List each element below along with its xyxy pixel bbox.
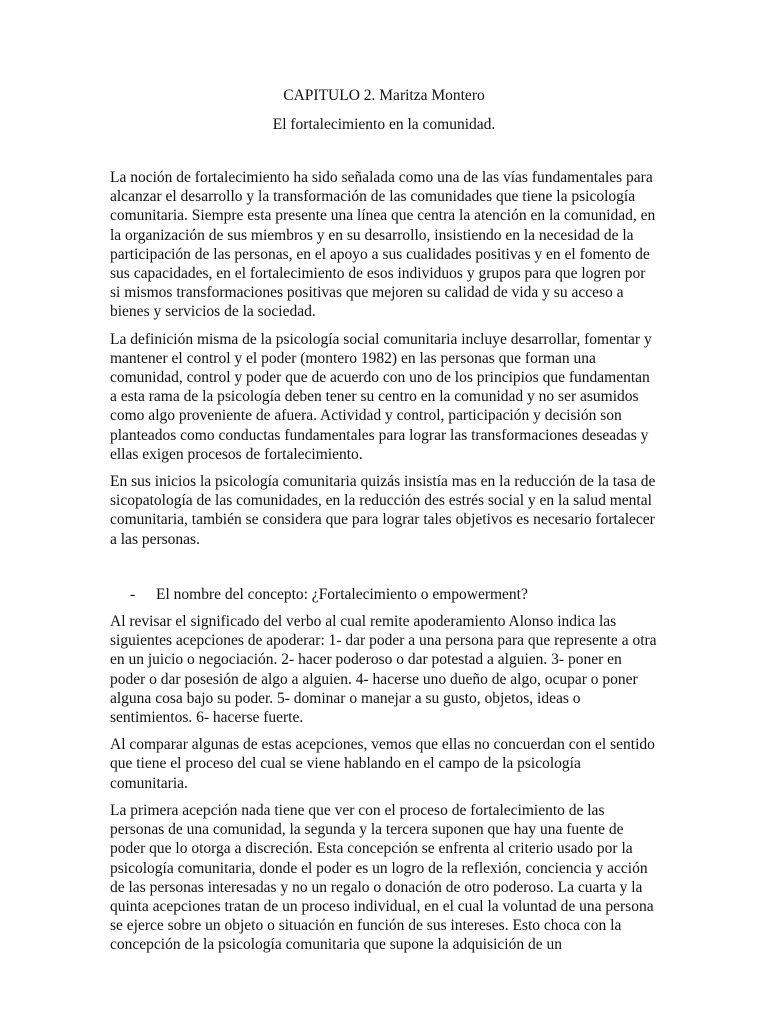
body-paragraph: La definición misma de la psicología social comunitaria incluye desarrollar, fomentar y mantener el control y el poder (montero 1982) en las personas que forman una comunidad, control y poder que de acuerdo con uno de los principios que fundamentan a esta rama de la psicología deben tener su centro en la comunidad y no ser asumidos como algo proveniente de afuera. Actividad y control, participación y decisión son planteados como conductas fundamentales para lograr las transformaciones deseadas y ellas exigen procesos de fortalecimiento. (110, 330, 652, 463)
document-body (110, 168, 658, 963)
bullet-item (110, 585, 658, 604)
chapter-subheading: El fortalecimiento en la comunidad. (272, 116, 496, 133)
body-paragraph: Al comparar algunas de estas acepciones, vemos que ellas no concuerdan con el sentido que tiene el proceso del cual se viene hablando en el campo de la psicología comunitaria. (110, 736, 655, 792)
body-paragraph: La primera acepción nada tiene que ver con el proceso de fortalecimiento de las personas de una comunidad, la segunda y la tercera suponen que hay una fuente de poder que lo otorga a discreción. Esta concepción se enfrenta al criterio usado por la psicología comunitaria, donde el poder es un logro de la reflexión, conciencia y acción de las personas interesadas y no un regalo o donación de otro poderoso. La cuarta y la quinta acepciones tratan de un proceso individual, en el cual la voluntad de una persona se ejerce sobre un objeto o situación en función de sus intereses. Esto choca con la concepción de la psicología comunitaria que supone la adquisición de un (110, 801, 654, 954)
body-paragraph: Al revisar el significado del verbo al cual remite apoderamiento Alonso indica las siguientes acepciones de apoderar: 1- dar poder a una persona para que represente a otra en un juicio o negociación. 2- hacer poderoso o dar potestad a alguien. 3- poner en poder o dar posesión de algo a alguien. 4- hacerse uno dueño de algo, ocupar o poner alguna cosa bajo su poder. 5- dominar o manejar a su gusto, objetos, ideas o sentimientos. 6- hacerse fuerte. (110, 613, 657, 727)
chapter-heading: CAPITULO 2. Maritza Montero (283, 87, 485, 104)
section-spacer (110, 557, 658, 585)
bullet-text: El nombre del concepto: ¿Fortalecimiento o empowerment? (156, 585, 528, 603)
body-paragraph: La noción de fortalecimiento ha sido señalada como una de las vías fundamentales para alcanzar el desarrollo y la transformación de las comunidades que tiene la psicología comunitaria. Siempre esta presente una línea que centra la atención en la comunidad, en la organización de sus miembros y en su desarrollo, insistiendo en la necesidad de la participación de las personas, en el apoyo a sus cualidades positivas y en el fomento de sus capacidades, en el fortalecimiento de esos individuos y grupos para que logren por si mismos transformaciones positivas que mejoren su calidad de vida y su acceso a bienes y servicios de la sociedad. (110, 169, 656, 321)
body-paragraph: En sus inicios la psicología comunitaria quizás insistía mas en la reducción de la tasa de sicopatología de las comunidades, en la reducción des estrés social y en la salud mental comunitaria, también se considera que para lograr tales objetivos es necesario fortalecer a las personas. (110, 473, 656, 548)
bullet-marker: - (130, 585, 136, 603)
